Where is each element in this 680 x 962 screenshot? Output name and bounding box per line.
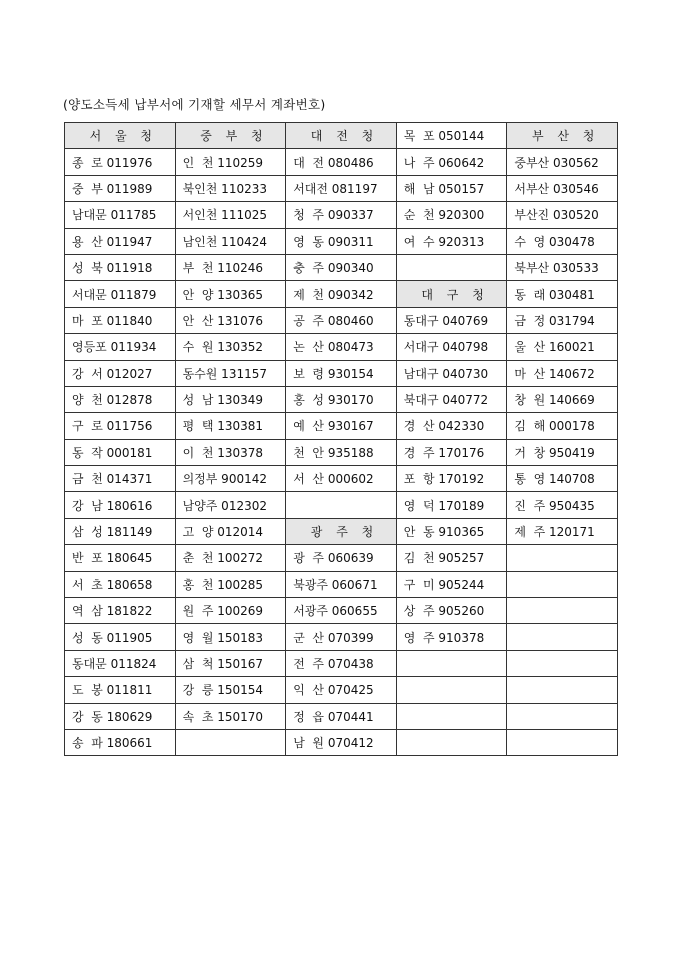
table-cell: 광 주 060639 — [286, 545, 397, 571]
table-cell: 충 주 090340 — [286, 254, 397, 280]
table-cell: 성 남 130349 — [175, 386, 286, 412]
table-row — [65, 281, 618, 307]
table-caption: (양도소득세 납부서에 기재할 세무서 계좌번호) — [63, 97, 326, 112]
table-cell: 부 천 110246 — [175, 254, 286, 280]
table-cell: 춘 천 100272 — [175, 545, 286, 571]
table-cell: 대 전 080486 — [286, 149, 397, 175]
table-cell: 의정부 900142 — [175, 466, 286, 492]
table-cell: 공 주 080460 — [286, 307, 397, 333]
table-cell: 보 령 930154 — [286, 360, 397, 386]
table-row — [65, 492, 618, 518]
table-cell: 통 영 140708 — [507, 466, 618, 492]
table-row — [65, 729, 618, 755]
table-cell: 종 로 011976 — [65, 149, 176, 175]
table-row — [65, 254, 618, 280]
empty-cell — [396, 677, 507, 703]
table-cell: 논 산 080473 — [286, 334, 397, 360]
empty-cell — [286, 492, 397, 518]
table-row — [65, 545, 618, 571]
table-cell: 서대구 040798 — [396, 334, 507, 360]
table-cell: 서대전 081197 — [286, 175, 397, 201]
table-cell: 수 영 030478 — [507, 228, 618, 254]
table-cell: 홍 성 930170 — [286, 386, 397, 412]
table-row — [65, 202, 618, 228]
table-row — [65, 149, 618, 175]
table-cell: 속 초 150170 — [175, 703, 286, 729]
empty-cell — [507, 650, 618, 676]
table-cell: 삼 척 150167 — [175, 650, 286, 676]
table-cell: 영 주 910378 — [396, 624, 507, 650]
table-row — [65, 571, 618, 597]
table-cell: 여 수 920313 — [396, 228, 507, 254]
table-cell: 원 주 100269 — [175, 598, 286, 624]
table-cell: 수 원 130352 — [175, 334, 286, 360]
table-row — [65, 413, 618, 439]
table-cell: 마 포 011840 — [65, 307, 176, 333]
table-cell: 남양주 012302 — [175, 492, 286, 518]
table-row — [65, 175, 618, 201]
table-cell: 강 동 180629 — [65, 703, 176, 729]
table-cell: 양 천 012878 — [65, 386, 176, 412]
table-cell: 동대문 011824 — [65, 650, 176, 676]
table-cell: 반 포 180645 — [65, 545, 176, 571]
table-cell: 순 천 920300 — [396, 202, 507, 228]
table-cell: 안 동 910365 — [396, 518, 507, 544]
table-cell: 금 천 014371 — [65, 466, 176, 492]
table-row — [65, 228, 618, 254]
table-cell: 영등포 011934 — [65, 334, 176, 360]
table-cell: 역 삼 181822 — [65, 598, 176, 624]
table-cell: 영 월 150183 — [175, 624, 286, 650]
table-cell: 구 로 011756 — [65, 413, 176, 439]
table-cell: 김 천 905257 — [396, 545, 507, 571]
table-cell: 고 양 012014 — [175, 518, 286, 544]
table-cell: 마 산 140672 — [507, 360, 618, 386]
table-cell: 제 주 120171 — [507, 518, 618, 544]
empty-cell — [507, 624, 618, 650]
table-cell: 안 양 130365 — [175, 281, 286, 307]
empty-cell — [396, 254, 507, 280]
region-header-cell: 중 부 청 — [175, 123, 286, 149]
table-cell: 창 원 140669 — [507, 386, 618, 412]
table-cell: 영 동 090311 — [286, 228, 397, 254]
table-row — [65, 624, 618, 650]
table-cell: 경 산 042330 — [396, 413, 507, 439]
table-cell: 용 산 011947 — [65, 228, 176, 254]
table-cell: 서광주 060655 — [286, 598, 397, 624]
table-cell: 부산진 030520 — [507, 202, 618, 228]
tax-office-account-table — [64, 122, 618, 756]
table-cell: 금 정 031794 — [507, 307, 618, 333]
table-cell: 서 초 180658 — [65, 571, 176, 597]
table-cell: 서인천 111025 — [175, 202, 286, 228]
table-cell: 전 주 070438 — [286, 650, 397, 676]
table-cell: 중 부 011989 — [65, 175, 176, 201]
empty-cell — [507, 598, 618, 624]
table-cell: 나 주 060642 — [396, 149, 507, 175]
table-cell: 진 주 950435 — [507, 492, 618, 518]
table-cell: 안 산 131076 — [175, 307, 286, 333]
table-row — [65, 386, 618, 412]
table-cell: 목 포 050144 — [396, 123, 507, 149]
table-cell: 북부산 030533 — [507, 254, 618, 280]
empty-cell — [396, 703, 507, 729]
table-row — [65, 466, 618, 492]
empty-cell — [507, 703, 618, 729]
table-cell: 남인천 110424 — [175, 228, 286, 254]
table-cell: 서부산 030546 — [507, 175, 618, 201]
table-cell: 정 읍 070441 — [286, 703, 397, 729]
table-cell: 평 택 130381 — [175, 413, 286, 439]
region-header-cell: 대 전 청 — [286, 123, 397, 149]
table-row — [65, 518, 618, 544]
table-row — [65, 334, 618, 360]
table-cell: 거 창 950419 — [507, 439, 618, 465]
table-row — [65, 360, 618, 386]
table-row — [65, 677, 618, 703]
table-cell: 남 원 070412 — [286, 729, 397, 755]
table-cell: 제 천 090342 — [286, 281, 397, 307]
table-cell: 이 천 130378 — [175, 439, 286, 465]
region-header-cell: 대 구 청 — [396, 281, 507, 307]
region-header-cell: 광 주 청 — [286, 518, 397, 544]
empty-cell — [175, 729, 286, 755]
table-cell: 동 래 030481 — [507, 281, 618, 307]
table-cell: 중부산 030562 — [507, 149, 618, 175]
table-row — [65, 598, 618, 624]
table-cell: 동대구 040769 — [396, 307, 507, 333]
table-cell: 북인천 110233 — [175, 175, 286, 201]
table-cell: 동 작 000181 — [65, 439, 176, 465]
table-cell: 청 주 090337 — [286, 202, 397, 228]
table-cell: 상 주 905260 — [396, 598, 507, 624]
table-cell: 예 산 930167 — [286, 413, 397, 439]
table-cell: 강 남 180616 — [65, 492, 176, 518]
table-cell: 삼 성 181149 — [65, 518, 176, 544]
table-cell: 구 미 905244 — [396, 571, 507, 597]
empty-cell — [507, 729, 618, 755]
region-header-cell: 서 울 청 — [65, 123, 176, 149]
table-cell: 울 산 160021 — [507, 334, 618, 360]
empty-cell — [507, 677, 618, 703]
table-cell: 남대문 011785 — [65, 202, 176, 228]
table-cell: 익 산 070425 — [286, 677, 397, 703]
table-cell: 영 덕 170189 — [396, 492, 507, 518]
table-cell: 포 항 170192 — [396, 466, 507, 492]
empty-cell — [396, 650, 507, 676]
table-cell: 강 릉 150154 — [175, 677, 286, 703]
table-cell: 강 서 012027 — [65, 360, 176, 386]
table-row — [65, 703, 618, 729]
table-cell: 성 북 011918 — [65, 254, 176, 280]
table-cell: 군 산 070399 — [286, 624, 397, 650]
table-cell: 인 천 110259 — [175, 149, 286, 175]
table-cell: 홍 천 100285 — [175, 571, 286, 597]
table-cell: 송 파 180661 — [65, 729, 176, 755]
table-cell: 도 봉 011811 — [65, 677, 176, 703]
table-cell: 동수원 131157 — [175, 360, 286, 386]
table-row — [65, 439, 618, 465]
table-row — [65, 123, 618, 149]
empty-cell — [396, 729, 507, 755]
empty-cell — [507, 545, 618, 571]
table-cell: 북대구 040772 — [396, 386, 507, 412]
table-cell: 북광주 060671 — [286, 571, 397, 597]
region-header-cell: 부 산 청 — [507, 123, 618, 149]
table-cell: 성 동 011905 — [65, 624, 176, 650]
table-cell: 서대문 011879 — [65, 281, 176, 307]
table-cell: 경 주 170176 — [396, 439, 507, 465]
empty-cell — [507, 571, 618, 597]
table-cell: 천 안 935188 — [286, 439, 397, 465]
table-cell: 김 해 000178 — [507, 413, 618, 439]
table-cell: 남대구 040730 — [396, 360, 507, 386]
table-row — [65, 650, 618, 676]
table-body — [65, 123, 618, 756]
table-cell: 서 산 000602 — [286, 466, 397, 492]
table-cell: 해 남 050157 — [396, 175, 507, 201]
table-row — [65, 307, 618, 333]
